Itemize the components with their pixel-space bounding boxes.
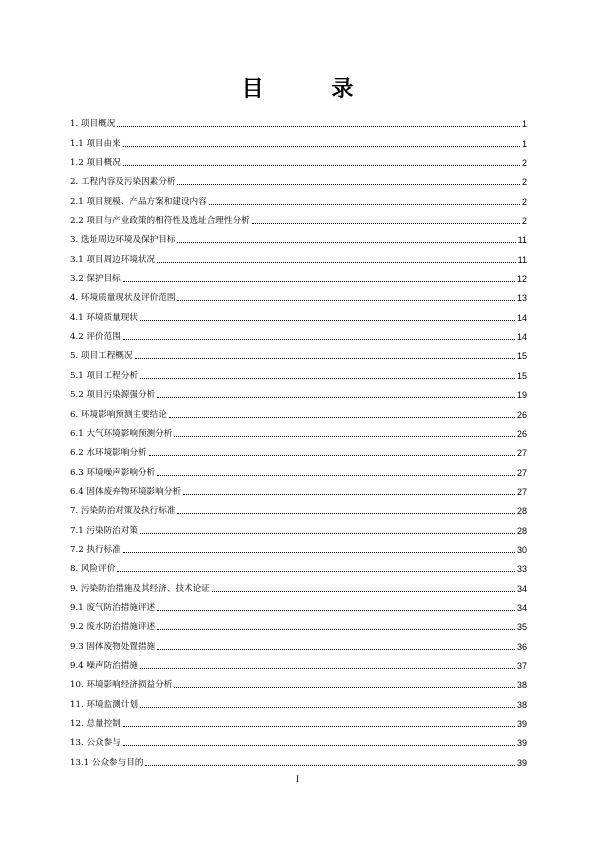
toc-entry-page: 2 <box>521 216 527 227</box>
toc-entry-page: 2 <box>521 177 527 188</box>
toc-entry-label: 10. 环境影响经济损益分析 <box>70 680 173 691</box>
dot-leader <box>123 145 520 147</box>
dot-leader <box>157 648 515 650</box>
toc-entry-label: 12. 总量控制 <box>70 719 121 729</box>
toc-entry-label: 4.2 评价范围 <box>70 332 121 343</box>
toc-entry-page: 15 <box>516 370 527 381</box>
toc-entry-page: 28 <box>516 506 527 517</box>
toc-entry[interactable] <box>70 129 527 148</box>
toc-entry-page: 14 <box>516 332 527 343</box>
toc-entry[interactable] <box>70 245 527 264</box>
dot-leader <box>140 706 515 708</box>
toc-entry[interactable] <box>70 303 527 322</box>
toc-entry-label: 3.1 项目周边环境状况 <box>70 254 156 265</box>
toc-entry[interactable] <box>70 536 527 555</box>
toc-entry[interactable] <box>70 110 527 129</box>
toc-entry[interactable] <box>70 361 527 380</box>
dot-leader <box>140 377 515 379</box>
dot-leader <box>183 493 515 495</box>
toc-entry-label: 1. 项目概况 <box>70 119 116 130</box>
toc-entry-label: 13. 公众参与 <box>70 738 121 749</box>
toc-entry-page: 14 <box>516 312 527 323</box>
toc-entry[interactable] <box>70 207 527 226</box>
toc-entry-label: 9.2 废水防治措施评述 <box>70 622 156 633</box>
toc-entry-page: 35 <box>516 622 527 633</box>
dot-leader <box>117 570 515 572</box>
toc-entry-page: 33 <box>516 564 527 575</box>
toc-entry-page: 39 <box>516 738 527 749</box>
dot-leader <box>123 338 515 340</box>
dot-leader <box>157 474 515 476</box>
toc-entry-page: 26 <box>516 409 527 420</box>
toc-entry[interactable] <box>70 381 527 400</box>
dot-leader <box>177 183 520 185</box>
toc-entry-label: 6.4 固体废弃物环境影响分析 <box>70 486 181 497</box>
dot-leader <box>169 416 515 418</box>
toc-entry-label: 2.2 项目与产业政策的相符性及选址合理性分析 <box>70 216 250 227</box>
dot-leader <box>123 744 515 746</box>
toc-entry-page: 27 <box>516 467 527 478</box>
toc-entry[interactable] <box>70 149 527 168</box>
toc-entry-page: 27 <box>516 486 527 497</box>
toc-entry[interactable] <box>70 400 527 419</box>
dot-leader <box>123 551 515 553</box>
toc-entry[interactable] <box>70 555 527 574</box>
table-of-contents <box>70 110 527 768</box>
toc-entry-page: 11 <box>517 235 527 246</box>
toc-entry[interactable] <box>70 748 527 767</box>
toc-entry-page: 15 <box>516 351 527 362</box>
toc-entry-label: 7. 污染防治对策及执行标准 <box>70 506 176 517</box>
toc-entry[interactable] <box>70 265 527 284</box>
toc-entry-label: 7.1 污染防治对策 <box>70 525 138 536</box>
toc-title: 目 录 <box>241 76 384 102</box>
toc-entry[interactable] <box>70 458 527 477</box>
toc-entry-label: 5. 项目工程概况 <box>70 351 133 362</box>
toc-entry[interactable] <box>70 594 527 613</box>
toc-entry[interactable] <box>70 342 527 361</box>
toc-entry-label: 9.4 噪声防治措施 <box>70 660 138 671</box>
toc-entry[interactable] <box>70 187 527 206</box>
toc-entry[interactable] <box>70 323 527 342</box>
dot-leader <box>123 164 520 166</box>
toc-entry-page: 34 <box>516 602 527 613</box>
dot-leader <box>209 203 520 205</box>
toc-entry[interactable] <box>70 420 527 439</box>
toc-entry[interactable] <box>70 574 527 593</box>
toc-entry[interactable] <box>70 168 527 187</box>
dot-leader <box>140 532 515 534</box>
toc-entry-page: 11 <box>517 254 527 265</box>
toc-entry-page: 37 <box>516 660 527 671</box>
dot-leader <box>123 725 515 727</box>
toc-entry[interactable] <box>70 710 527 729</box>
dot-leader <box>157 261 516 263</box>
toc-entry-label: 1.2 项目概况 <box>70 158 121 169</box>
toc-entry[interactable] <box>70 478 527 497</box>
toc-entry-page: 30 <box>516 544 527 555</box>
toc-entry-label: 6. 环境影响预测主要结论 <box>70 409 167 420</box>
toc-entry-label: 8. 风险评价 <box>70 564 116 575</box>
toc-entry-label: 9. 污染防治措施及其经济、技术论证 <box>70 583 210 594</box>
toc-entry[interactable] <box>70 516 527 535</box>
toc-entry-page: 39 <box>516 757 527 768</box>
toc-entry-page: 39 <box>516 719 527 729</box>
toc-entry-label: 7.2 执行标准 <box>70 544 121 555</box>
toc-entry-label: 4. 环境质量现状及评价范围 <box>70 293 176 304</box>
toc-entry[interactable] <box>70 226 527 245</box>
toc-entry-page: 2 <box>521 158 527 169</box>
toc-entry-page: 38 <box>516 699 527 710</box>
toc-entry-label: 4.1 环境质量现状 <box>70 312 138 323</box>
toc-entry[interactable] <box>70 284 527 303</box>
toc-entry[interactable] <box>70 690 527 709</box>
toc-entry-label: 9.1 废气防治措施评述 <box>70 602 156 613</box>
toc-entry-label: 6.3 环境噪声影响分析 <box>70 467 156 478</box>
toc-entry-label: 5.1 项目工程分析 <box>70 370 138 381</box>
toc-entry-page: 1 <box>521 119 527 130</box>
toc-entry-label: 2.1 项目规模、产品方案和建设内容 <box>70 196 207 207</box>
dot-leader <box>174 686 515 688</box>
toc-entry-page: 28 <box>516 525 527 536</box>
toc-entry[interactable] <box>70 729 527 748</box>
toc-entry-page: 12 <box>516 274 527 285</box>
toc-entry-label: 6.2 水环境影响分析 <box>70 448 147 459</box>
toc-entry-page: 26 <box>516 428 527 439</box>
dot-leader <box>177 299 515 301</box>
toc-entry-label: 1.1 项目由来 <box>70 138 121 149</box>
dot-leader <box>145 764 515 766</box>
dot-leader <box>123 280 515 282</box>
dot-leader <box>140 667 515 669</box>
toc-entry-label: 6.1 大气环境影响预测分析 <box>70 428 173 439</box>
toc-entry[interactable] <box>70 671 527 690</box>
toc-entry-page: 1 <box>521 138 527 149</box>
toc-entry-label: 11. 环境监测计划 <box>70 699 138 710</box>
dot-leader <box>177 241 515 243</box>
dot-leader <box>174 435 515 437</box>
toc-entry[interactable] <box>70 652 527 671</box>
toc-entry-label: 9.3 固体废物处置措施 <box>70 641 156 652</box>
dot-leader <box>149 454 515 456</box>
toc-entry-page: 2 <box>521 196 527 207</box>
toc-entry-label: 13.1 公众参与目的 <box>70 757 144 768</box>
dot-leader <box>252 222 520 224</box>
toc-entry[interactable] <box>70 632 527 651</box>
toc-entry[interactable] <box>70 497 527 516</box>
dot-leader <box>157 628 515 630</box>
dot-leader <box>212 590 515 592</box>
dot-leader <box>135 357 515 359</box>
dot-leader <box>140 319 515 321</box>
dot-leader <box>117 125 520 127</box>
toc-entry[interactable] <box>70 613 527 632</box>
toc-entry-page: 34 <box>516 583 527 594</box>
toc-entry-page: 38 <box>516 680 527 691</box>
toc-entry-label: 2. 工程内容及污染因素分析 <box>70 177 176 188</box>
toc-entry-label: 3.2 保护目标 <box>70 274 121 285</box>
toc-entry-page: 36 <box>516 641 527 652</box>
dot-leader <box>157 609 515 611</box>
dot-leader <box>157 396 515 398</box>
toc-entry[interactable] <box>70 439 527 458</box>
dot-leader <box>177 512 515 514</box>
toc-entry-page: 13 <box>516 293 527 304</box>
toc-entry-label: 3. 选址周边环境及保护目标 <box>70 235 176 246</box>
page-number: I <box>296 774 299 784</box>
toc-entry-label: 5.2 项目污染源强分析 <box>70 390 156 401</box>
toc-entry-page: 27 <box>516 448 527 459</box>
toc-entry-page: 19 <box>516 390 527 401</box>
